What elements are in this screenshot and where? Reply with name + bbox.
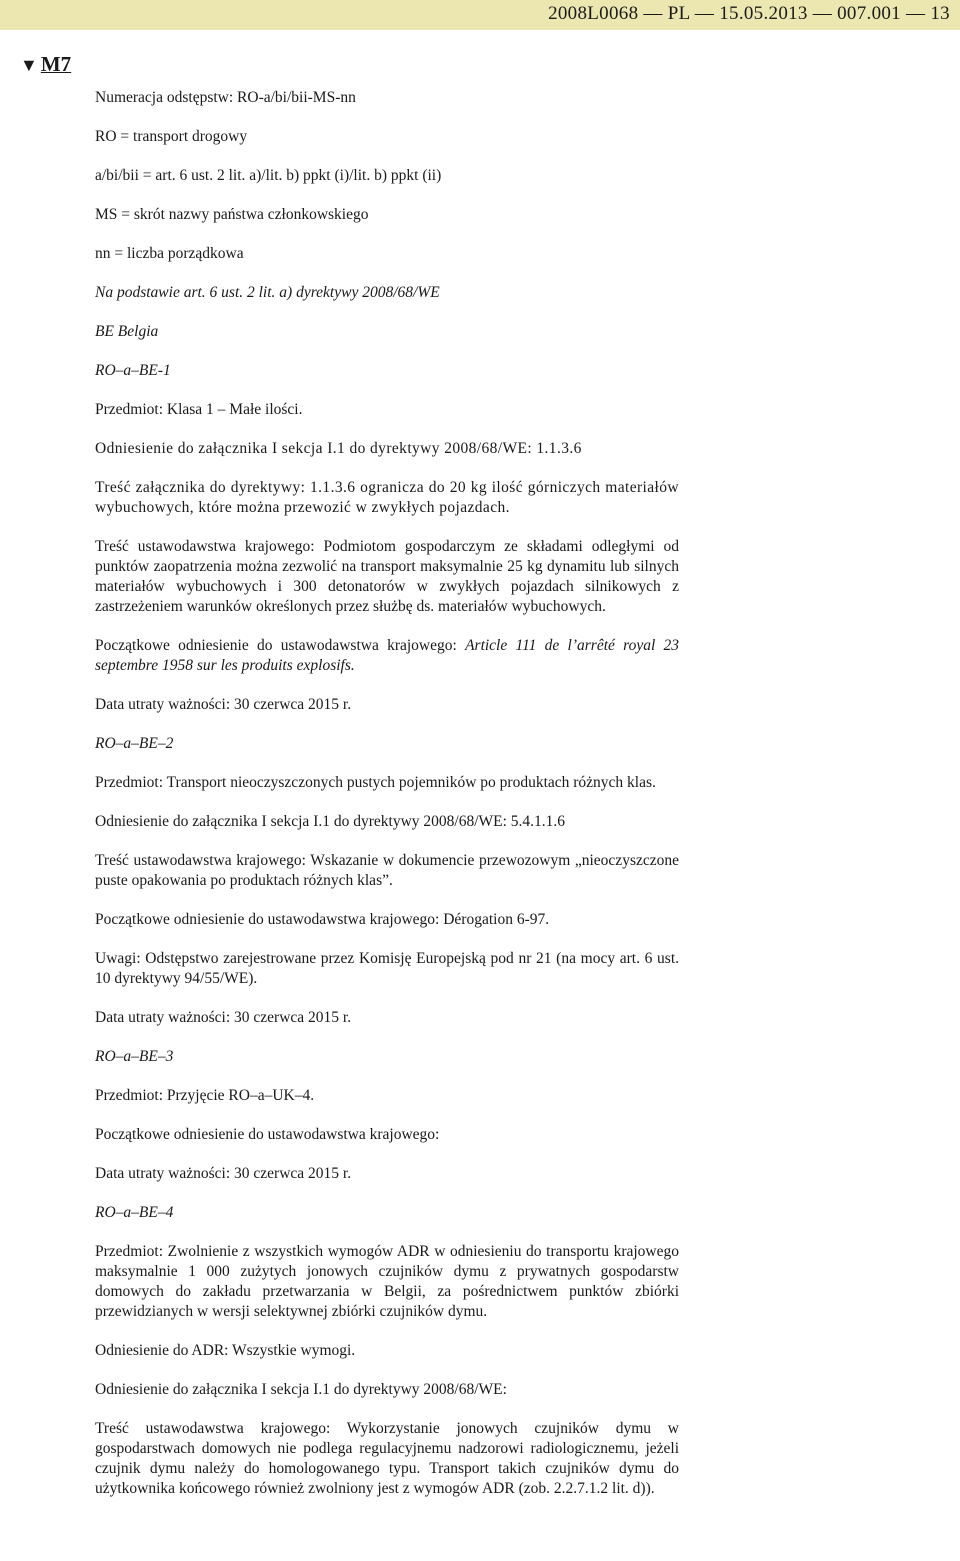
annex-reference: Odniesienie do załącznika I sekcja I.1 do dyrektywy 2008/68/WE: 5.4.1.1.6: [95, 813, 566, 830]
derogation-subject: Przedmiot: Przyjęcie RO–a–UK–4.: [95, 1087, 315, 1104]
national-law-content: Treść ustawodawstwa krajowego: Wykorzystanie jonowych czujników dymu w gospodarstwach domowych nie podlega regulacyjnemu nadzorowi radiologicznemu, jeżeli czujnik dymu należy do homologowanego typu. Transport takich czujników dymu do użytkownika końcowego również zwolniony jest z wymogów ADR (zob. 2.2.7.1.2 lit. d)).: [95, 1420, 679, 1497]
derogation-id: RO–a–BE–4: [95, 1204, 174, 1221]
amendment-marker: [20, 52, 71, 77]
ro-definition: RO = transport drogowy: [95, 128, 248, 145]
initial-reference-value: Article 111 de l’arrêté royal 23 septembre 1958 sur les produits explosifs.: [95, 637, 680, 674]
expiry-date: Data utraty ważności: 30 czerwca 2015 r.: [95, 1165, 352, 1182]
expiry-date: Data utraty ważności: 30 czerwca 2015 r.: [95, 696, 352, 713]
initial-national-reference: Początkowe odniesienie do ustawodawstwa krajowego: Dérogation 6-97.: [95, 911, 550, 928]
expiry-date: Data utraty ważności: 30 czerwca 2015 r.: [95, 1009, 352, 1026]
derogation-subject: Przedmiot: Transport nieoczyszczonych pustych pojemników po produktach różnych klas.: [95, 774, 656, 791]
initial-national-reference: [95, 636, 679, 676]
legal-basis-heading: Na podstawie art. 6 ust. 2 lit. a) dyrektywy 2008/68/WE: [95, 284, 440, 301]
adr-reference: Odniesienie do ADR: Wszystkie wymogi.: [95, 1342, 356, 1359]
abibii-definition: a/bi/bii = art. 6 ust. 2 lit. a)/lit. b) ppkt (i)/lit. b) ppkt (ii): [95, 167, 442, 184]
derogation-id: RO–a–BE-1: [95, 362, 171, 379]
ms-definition: MS = skrót nazwy państwa członkowskiego: [95, 206, 369, 223]
national-law-content: Treść ustawodawstwa krajowego: Podmiotom gospodarczym ze składami odległymi od punktów zaopatrzenia można zezwolić na transport maksymalnie 25 kg dynamitu lub silnych materiałów wybuchowych i 300 detonatorów w zwykłych pojazdach silnikowych z zastrzeżeniem warunków określonych przez służbę ds. materiałów wybuchowych.: [95, 538, 679, 615]
derogation-subject: Przedmiot: Zwolnienie z wszystkich wymogów ADR w odniesieniu do transportu krajowego maksymalnie 1 000 zużytych jonowych czujników dymu z prywatnych gospodarstw domowych do zakładu przetwarzania w Belgii, za pośrednictwem punktów zbiórki przewidzianych w wersji selektywnej zbiórki czujników dymu.: [95, 1243, 679, 1320]
page-header-bar: [0, 0, 960, 30]
annex-reference: Odniesienie do załącznika I sekcja I.1 do dyrektywy 2008/68/WE: 1.1.3.6: [95, 440, 582, 457]
initial-reference-label: Początkowe odniesienie do ustawodawstwa krajowego:: [95, 637, 466, 654]
amendment-code: M7: [40, 52, 72, 76]
country-heading: BE Belgia: [95, 323, 159, 340]
document-reference: 2008L0068 — PL — 15.05.2013 — 007.001 — 13: [548, 3, 950, 24]
remarks: Uwagi: Odstępstwo zarejestrowane przez Komisję Europejską pod nr 21 (na mocy art. 6 ust. 10 dyrektywy 94/55/WE).: [95, 950, 679, 987]
nn-definition: nn = liczba porządkowa: [95, 245, 244, 262]
initial-national-reference: Początkowe odniesienie do ustawodawstwa krajowego:: [95, 1126, 440, 1143]
derogation-id: RO–a–BE–2: [95, 735, 174, 752]
numbering-definition: Numeracja odstępstw: RO-a/bi/bii-MS-nn: [95, 89, 356, 106]
annex-reference: Odniesienie do załącznika I sekcja I.1 do dyrektywy 2008/68/WE:: [95, 1381, 507, 1398]
document-body: [95, 88, 679, 1518]
derogation-id: RO–a–BE–3: [95, 1048, 174, 1065]
triangle-down-icon: ▼: [20, 55, 38, 75]
derogation-subject: Przedmiot: Klasa 1 – Małe ilości.: [95, 401, 303, 418]
annex-content: Treść załącznika do dyrektywy: 1.1.3.6 ogranicza do 20 kg ilość górniczych materiałów wybuchowych, które można przewozić w zwykłych pojazdach.: [95, 479, 679, 516]
national-law-content: Treść ustawodawstwa krajowego: Wskazanie w dokumencie przewozowym „nieoczyszczone puste opakowania po produktach różnych klas”.: [95, 852, 679, 889]
